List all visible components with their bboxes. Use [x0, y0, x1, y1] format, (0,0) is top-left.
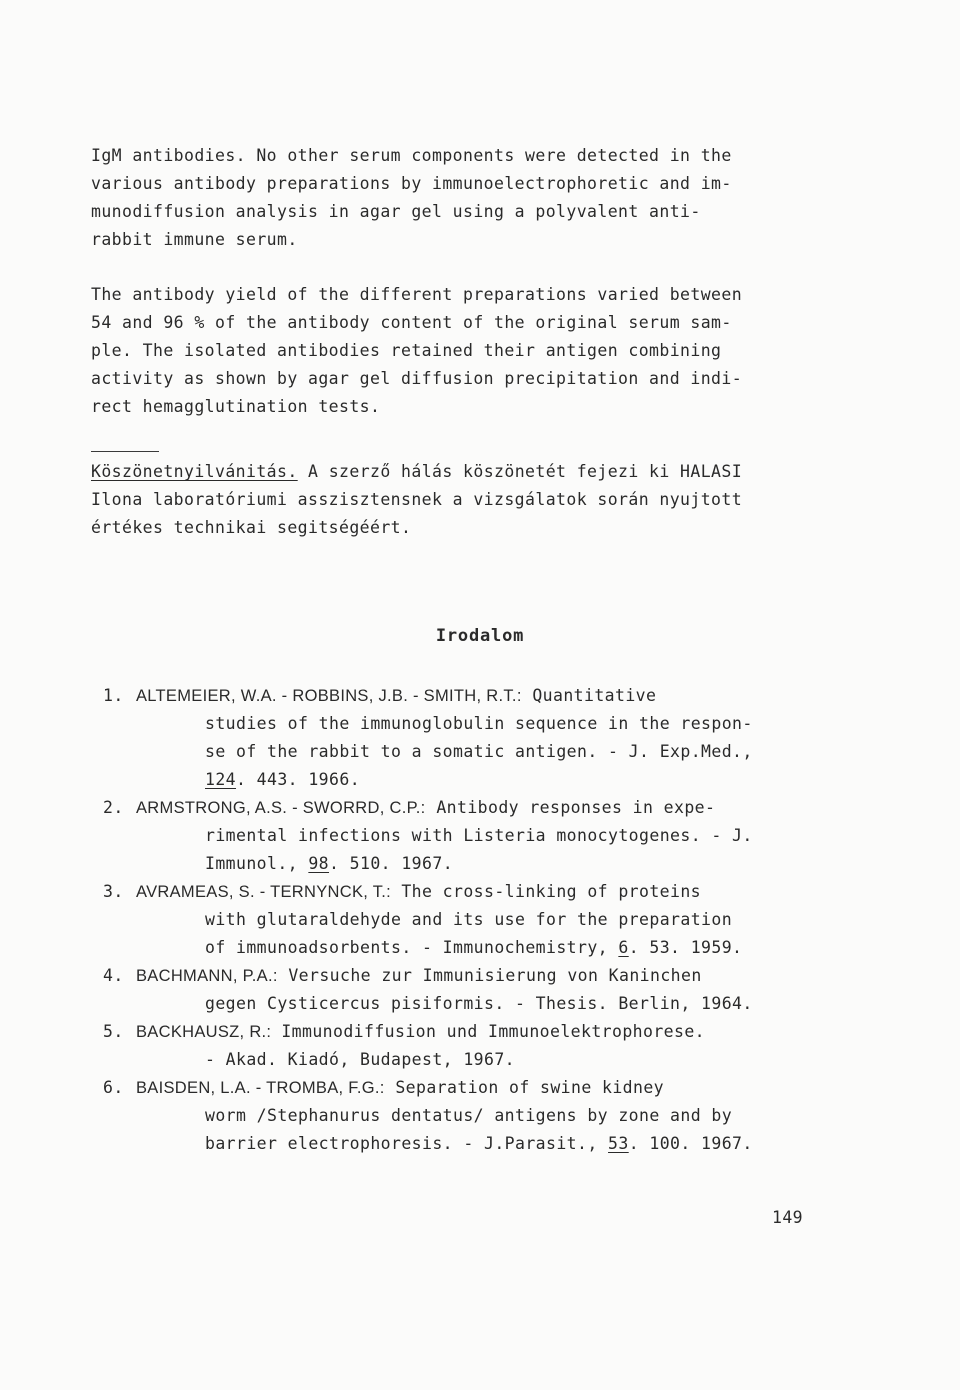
reference-source: of immunoadsorbents. - Immunochemistry, — [205, 938, 619, 957]
reference-number: 1. — [103, 686, 124, 705]
text-line: ple. The isolated antibodies retained their antigen combining — [91, 341, 722, 360]
reference-authors: ARMSTRONG, A.S. - SWORRD, C.P.: — [136, 799, 426, 817]
text-line: rect hemagglutination tests. — [91, 397, 381, 416]
reference-title-start: Quantitative — [522, 686, 657, 705]
reference-citation-line — [205, 934, 742, 962]
reference-line: with glutaraldehyde and its use for the preparation — [205, 910, 733, 929]
reference-authors: BACHMANN, P.A.: — [136, 967, 278, 985]
references-title: Irodalom — [435, 626, 525, 646]
acknowledgement-text: A szerző hálás köszönetét fejezi ki HALASI — [297, 462, 743, 481]
reference-pages-year: . 100. 1967. — [628, 1134, 753, 1153]
text-line — [91, 458, 809, 486]
text-line: rabbit immune serum. — [91, 230, 298, 249]
reference-number: 3. — [103, 882, 124, 901]
reference-source: Immunol., — [205, 854, 309, 873]
reference-citation-line — [205, 850, 453, 878]
reference-authors: ALTEMEIER, W.A. - ROBBINS, J.B. - SMITH, R.T.: — [136, 687, 522, 705]
text-line: munodiffusion analysis in agar gel using a polyvalent anti- — [91, 202, 701, 221]
reference-number: 5. — [103, 1022, 124, 1041]
reference-volume: 53 — [608, 1134, 629, 1153]
page-number: 149 — [772, 1208, 804, 1227]
reference-line: - Akad. Kiadó, Budapest, 1967. — [205, 1050, 516, 1069]
reference-source: barrier electrophoresis. - J.Parasit., — [205, 1134, 609, 1153]
reference-pages-year: . 443. 1966. — [236, 770, 361, 789]
acknowledgement-heading: Köszönetnyilvánitás. — [91, 462, 298, 481]
reference-pages-year: . 53. 1959. — [628, 938, 743, 957]
text-line: activity as shown by agar gel diffusion precipitation and indi- — [91, 369, 743, 388]
reference-volume: 124 — [205, 770, 237, 789]
reference-number: 6. — [103, 1078, 124, 1097]
reference-line: rimental infections with Listeria monocytogenes. - J. — [205, 826, 753, 845]
reference-citation-line — [205, 766, 360, 794]
reference-authors: BAISDEN, L.A. - TROMBA, F.G.: — [136, 1079, 385, 1097]
text-line: 54 and 96 % of the antibody content of the original serum sam- — [91, 313, 732, 332]
reference-title-start: Antibody responses in expe- — [426, 798, 716, 817]
text-line: IgM antibodies. No other serum components were detected in the — [91, 146, 732, 165]
reference-number: 4. — [103, 966, 124, 985]
reference-title-start: Versuche zur Immunisierung von Kaninchen — [278, 966, 702, 985]
acknowledgement-paragraph — [91, 458, 809, 542]
section-divider — [91, 451, 159, 452]
reference-line: studies of the immunoglobulin sequence in the respon- — [205, 714, 753, 733]
reference-line: gegen Cysticercus pisiformis. - Thesis. Berlin, 1964. — [205, 994, 753, 1013]
reference-title-start: Separation of swine kidney — [385, 1078, 665, 1097]
paragraph-antibody-yield — [91, 281, 809, 421]
reference-authors: BACKHAUSZ, R.: — [136, 1023, 272, 1041]
reference-authors: AVRAMEAS, S. - TERNYNCK, T.: — [136, 883, 392, 901]
reference-number: 2. — [103, 798, 124, 817]
text-line: értékes technikai segitségéért. — [91, 518, 412, 537]
reference-title-start: The cross-linking of proteins — [391, 882, 702, 901]
reference-citation-line — [205, 1130, 753, 1158]
text-line: The antibody yield of the different preparations varied between — [91, 285, 743, 304]
reference-title-start: Immunodiffusion und Immunoelektrophorese. — [271, 1022, 706, 1041]
reference-volume: 6 — [618, 938, 629, 957]
text-line: Ilona laboratóriumi asszisztensnek a vizsgálatok során nyujtott — [91, 490, 743, 509]
reference-line: worm /Stephanurus dentatus/ antigens by zone and by — [205, 1106, 733, 1125]
paragraph-igm-antibodies — [91, 142, 809, 254]
text-line: various antibody preparations by immunoelectrophoretic and im- — [91, 174, 732, 193]
reference-line: se of the rabbit to a somatic antigen. - J. Exp.Med., — [205, 742, 753, 761]
reference-pages-year: . 510. 1967. — [329, 854, 454, 873]
reference-volume: 98 — [308, 854, 330, 873]
